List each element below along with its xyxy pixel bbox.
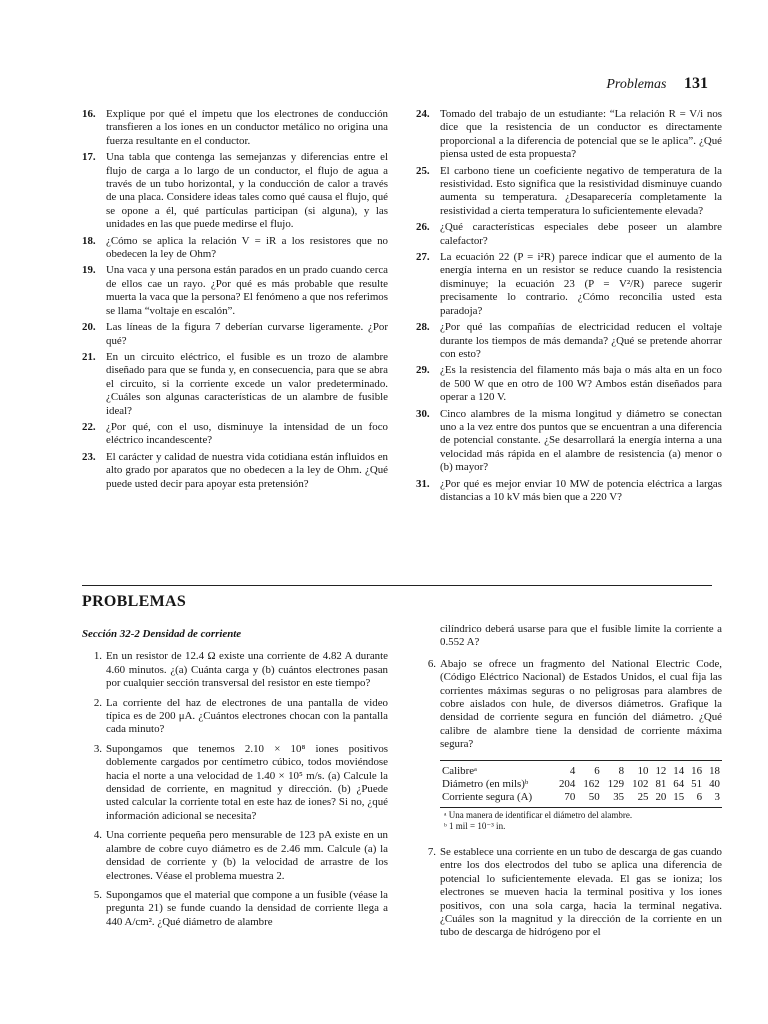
problem-4: [82, 829, 388, 883]
problems-left-column: [82, 628, 388, 935]
question-26: [416, 221, 722, 248]
question-number: 25.: [416, 164, 430, 177]
problem-number: 1.: [93, 650, 102, 663]
running-header: [606, 75, 708, 93]
question-24: [416, 108, 722, 162]
question-text: Tomado del trabajo de un estudiante: “La relación R = V/i nos dice que la resistencia de un conductor es directamente proporcional a la diferencia de potencial que se le aplica”. ¿Qué piensa usted de esta propuesta?: [440, 108, 722, 161]
question-22: [82, 421, 388, 448]
question-31: [416, 478, 722, 505]
question-28: [416, 321, 722, 361]
question-text: La ecuación 22 (P = i²R) parece indicar que el aumento de la energía interna en un resistor se reduce cuando la resistencia disminuye; la ecuación 23 (P = V²/R) parece sugerir precisamente lo contrario. ¿Cómo reconcilia usted esta paradoja?: [440, 251, 722, 317]
question-16: [82, 108, 388, 148]
question-number: 20.: [82, 321, 96, 334]
table-cell: 3: [704, 791, 722, 807]
questions-right-column: [416, 108, 722, 507]
running-section-title: Problemas: [606, 77, 667, 92]
problem-3: [82, 743, 388, 823]
problem-number: 6.: [427, 657, 436, 670]
question-number: 19.: [82, 264, 96, 277]
question-text: Una vaca y una persona están parados en un prado cuando cerca de ellos cae un rayo. ¿Por qué es más probable que resulte muerta la vaca que la persona? El fenómeno a que nos referimos se llama “voltaje en escalón”.: [106, 264, 388, 317]
table-cell: 102: [632, 778, 649, 791]
table-cell: 51: [691, 778, 703, 791]
table-cell: 10: [626, 760, 650, 778]
table-cell: 6: [686, 791, 704, 807]
question-text: En un circuito eléctrico, el fusible es un trozo de alambre diseñado para que se funda y, en consecuencia, para que se abra el circuito, si la corriente excede un valor predeterminado. ¿Cuáles son algunas características de un alambre de fusible ideal?: [106, 350, 388, 417]
problem-number: 2.: [93, 696, 102, 709]
problem-1: [82, 650, 388, 690]
question-text: ¿Por qué las compañías de electricidad reducen el voltaje durante los tiempos de más demanda? ¿Qué se pretende ahorrar con esto?: [440, 321, 722, 360]
problem-5: [82, 889, 388, 929]
table-cell: 6: [577, 760, 601, 778]
problems-right-column: [416, 623, 722, 946]
problem-text: La corriente del haz de electrones de una pantalla de video típica es de 200 μA. ¿Cuántos electrones chocan con la pantalla cada minuto?: [106, 696, 388, 736]
question-23: [82, 451, 388, 491]
question-21: [82, 351, 388, 418]
question-27: [416, 251, 722, 318]
question-number: 23.: [82, 450, 96, 463]
table-cell: 81: [655, 778, 667, 791]
table-cell: 18: [704, 760, 722, 778]
question-number: 31.: [416, 477, 430, 490]
problems-title: PROBLEMAS: [82, 593, 187, 610]
problem-text: En un resistor de 12.4 Ω existe una corriente de 4.82 A durante 4.60 minutos. ¿(a) Cuánta carga y (b) cuántos electrones pasan por cualquier sección transversal del resistor en este tiempo?: [106, 650, 388, 690]
table-cell: 204: [558, 778, 576, 791]
question-text: ¿Qué características especiales debe poseer un alambre calefactor?: [440, 221, 722, 247]
table-cell: 40: [709, 778, 720, 791]
question-29: [416, 364, 722, 404]
question-18: [82, 235, 388, 262]
wire-gauge-table-block: [416, 760, 722, 832]
question-text: El carbono tiene un coeficiente negativo de temperatura de la resistividad. Esto significa que la resistividad disminuye cuando aumenta su temperatura. ¿Desaparecería completamente la resistividad a cierta temperatura lo suficientemente elevada?: [440, 164, 722, 217]
problem-5-continuation: cilíndrico deberá usarse para que el fusible limite la corriente a 0.552 A?: [440, 623, 722, 649]
table-cell: 15: [668, 791, 686, 807]
problem-number: 7.: [427, 845, 436, 858]
footnote-b: ᵇ 1 mil = 10⁻³ in.: [444, 820, 506, 831]
question-number: 24.: [416, 108, 430, 120]
question-text: ¿Por qué es mejor enviar 10 MW de potencia eléctrica a largas distancias a 10 kV más bien que a 220 V?: [440, 477, 722, 503]
problem-6: [416, 658, 722, 752]
table-cell: 64: [673, 778, 685, 791]
table-cell: 16: [686, 760, 704, 778]
question-text: ¿Cómo se aplica la relación V = iR a los resistores que no obedecen la ley de Ohm?: [106, 234, 388, 261]
question-20: [82, 321, 388, 348]
question-number: 21.: [82, 350, 96, 363]
question-text: Cinco alambres de la misma longitud y diámetro se conectan uno a la vez entre dos puntos que se encuentran a una diferencia de potencial constante. ¿Se desarrollará la energía interna a una velocidad más rápida en el alambre de resistencia (a) menor o (b) mayor?: [440, 407, 722, 474]
question-number: 18.: [82, 234, 96, 247]
page-number: 131: [684, 75, 708, 92]
problem-text: Supongamos que tenemos 2.10 × 10⁸ iones positivos doblemente cargados por centímetro cúbico, todos moviéndose hacia el norte a una velocidad de 1.40 × 10⁵ m/s. (a) Calcule la densidad de corriente, en magnitud y dirección. (b) ¿Puede usted calcular la corriente total en este haz de iones? Si no, ¿qué información adicional se necesita?: [106, 742, 388, 822]
problem-text: Se establece una corriente en un tubo de descarga de gas cuando entre los dos electrodos del tubo se aplica una diferencia de potencial lo suficientemente elevada. El gas se ioniza; los electrones se mueven hacia la terminal positiva y los iones positivos, con una sola carga, hacia la terminal negativa. ¿Cuáles son la magnitud y la dirección de la corriente en un tubo de descarga de hidrógeno por el: [440, 845, 722, 939]
table-cell: 20: [650, 791, 668, 807]
question-17: [82, 151, 388, 231]
question-number: 22.: [82, 420, 96, 433]
table-cell: 50: [577, 791, 601, 807]
question-number: 30.: [416, 407, 430, 420]
question-text: ¿Por qué, con el uso, disminuye la intensidad de un foco eléctrico incandescente?: [106, 420, 388, 447]
problem-text: Una corriente pequeña pero mensurable de 123 pA existe en un alambre de cobre cuyo diámetro es de 2.46 mm. Calcule (a) la densidad de corriente y (b) la velocidad de arrastre de los electrones. Véase el problema muestra 2.: [106, 829, 388, 882]
problem-text: Abajo se ofrece un fragmento del National Electric Code, (Código Eléctrico Nacional) de Estados Unidos, el cual fija las corrientes máximas seguras o no peligrosas para alambres de cobre aislados con hule, de diversos diámetros. Grafique la densidad de corriente segura en función del diámetro. ¿Qué calibre de alambre tiene la densidad de corriente máxima segura?: [440, 657, 722, 751]
problem-number: 5.: [93, 888, 102, 901]
question-number: 17.: [82, 151, 96, 164]
table-row-label: Calibreᵃ: [440, 760, 553, 778]
question-text: Explique por qué el ímpetu que los electrones de conducción transfieren a los iones en un conductor metálico no origina una fuerza resultante en el conductor.: [106, 108, 388, 147]
table-row: [440, 791, 722, 807]
question-text: Una tabla que contenga las semejanzas y diferencias entre el flujo de carga a lo largo de un conductor, el flujo de agua a través de un tubo horizontal, y la conducción de calor a través de una placa. Considere ideas tales como qué causa el flujo, qué se opone a él, qué partículas participan (si alguna), y las unidades en las que puede medirse el flujo.: [106, 151, 388, 231]
section-divider: [82, 585, 712, 586]
table-cell: 25: [626, 791, 650, 807]
problem-number: 4.: [93, 829, 102, 842]
table-cell: 162: [583, 778, 600, 791]
question-number: 26.: [416, 221, 430, 234]
table-cell: 14: [668, 760, 686, 778]
question-text: ¿Es la resistencia del filamento más baja o más alta en un foco de 500 W que en otro de 100 W? Ambos están diseñados para operar a 120 V.: [440, 364, 722, 404]
question-text: Las líneas de la figura 7 deberían curvarse ligeramente. ¿Por qué?: [106, 321, 388, 347]
question-number: 27.: [416, 251, 430, 264]
question-text: El carácter y calidad de nuestra vida cotidiana están influidos en alto grado por aparatos que no obedecen a la ley de Ohm. ¿Qué puede usted decir para apoyar esta pretensión?: [106, 450, 388, 490]
table-cell: 35: [602, 791, 626, 807]
table-row: [440, 760, 722, 778]
problem-number: 3.: [93, 742, 102, 755]
table-row-label: Corriente segura (A): [440, 791, 553, 807]
problem-2: [82, 697, 388, 737]
question-number: 29.: [416, 364, 430, 377]
wire-gauge-table: [440, 760, 722, 808]
table-cell: 8: [602, 760, 626, 778]
question-19: [82, 264, 388, 318]
questions-left-column: [82, 108, 388, 494]
footnote-a: ᵃ Una manera de identificar el diámetro del alambre.: [444, 809, 633, 820]
question-30: [416, 408, 722, 475]
question-number: 16.: [82, 108, 96, 120]
problem-7: [416, 846, 722, 940]
table-cell: 12: [650, 760, 668, 778]
table-cell: 70: [553, 791, 577, 807]
table-row-label: Diámetro (en mils)ᵇ: [442, 778, 529, 791]
problem-text: Supongamos que el material que compone a un fusible (véase la pregunta 21) se funde cuando la densidad de corriente llega a 440 A/cm². ¿Qué diámetro de alambre: [106, 888, 388, 928]
table-cell: 129: [607, 778, 625, 791]
section-heading: Sección 32-2 Densidad de corriente: [82, 628, 242, 640]
table-cell: 4: [553, 760, 577, 778]
question-25: [416, 165, 722, 219]
table-row: [440, 778, 722, 791]
question-number: 28.: [416, 321, 430, 334]
